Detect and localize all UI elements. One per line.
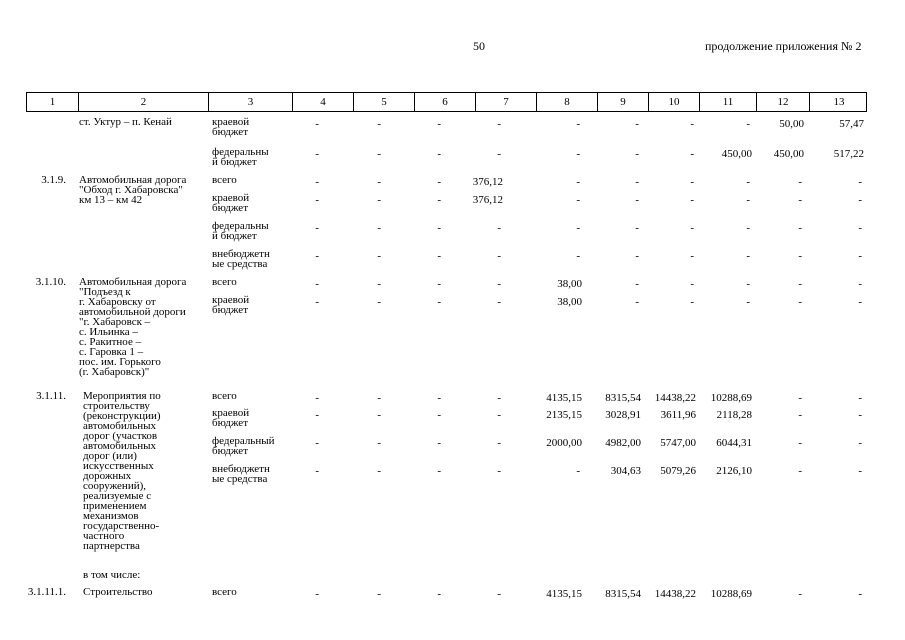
- table-cell: -: [798, 222, 802, 234]
- table-cell: 2135,15: [546, 409, 582, 421]
- table-cell: -: [858, 250, 862, 262]
- table-cell: -: [315, 409, 319, 421]
- table-cell: -: [437, 465, 441, 477]
- header-cell: 1: [49, 96, 56, 108]
- table-cell: -: [576, 194, 580, 206]
- table-cell: -: [437, 250, 441, 262]
- row-source: краевой бюджет: [212, 192, 250, 214]
- table-cell: -: [798, 437, 802, 449]
- table-cell: -: [497, 437, 501, 449]
- row-source: краевой бюджет: [212, 116, 250, 138]
- table-cell: -: [497, 222, 501, 234]
- table-cell: -: [858, 437, 862, 449]
- table-cell: -: [315, 176, 319, 188]
- table-cell: 50,00: [779, 118, 804, 130]
- table-cell: -: [437, 222, 441, 234]
- table-cell: -: [635, 148, 639, 160]
- table-cell: -: [377, 465, 381, 477]
- table-cell: 14438,22: [654, 392, 696, 404]
- table-cell: 5079,26: [660, 465, 696, 477]
- table-cell: -: [746, 118, 750, 130]
- row-name: Автомобильная дорога "Обход г. Хабаровска" км 13 – км 42: [79, 174, 187, 206]
- table-cell: 38,00: [557, 278, 582, 290]
- table-cell: -: [690, 296, 694, 308]
- table-cell: -: [437, 392, 441, 404]
- row-source: всего: [212, 174, 237, 186]
- table-cell: -: [746, 296, 750, 308]
- table-cell: -: [497, 296, 501, 308]
- table-cell: -: [315, 194, 319, 206]
- table-cell: -: [315, 148, 319, 160]
- table-cell: -: [690, 176, 694, 188]
- table-cell: -: [497, 250, 501, 262]
- table-cell: -: [497, 278, 501, 290]
- row-name: Мероприятия по строительству (реконструкции) автомобильных дорог (участков автомобильных дорог (или) искусственных дорожных сооружений), реализуемые с применением механизмов государственно- частного партнерства: [83, 390, 161, 552]
- row-name: Строительство: [83, 586, 153, 598]
- table-cell: -: [377, 118, 381, 130]
- table-cell: -: [576, 222, 580, 234]
- table-cell: -: [315, 465, 319, 477]
- table-cell: -: [798, 176, 802, 188]
- table-cell: -: [377, 409, 381, 421]
- table-cell: -: [377, 194, 381, 206]
- table-cell: -: [576, 118, 580, 130]
- table-cell: -: [798, 250, 802, 262]
- header-cell: 6: [414, 93, 475, 111]
- table-cell: -: [635, 278, 639, 290]
- table-cell: -: [437, 437, 441, 449]
- row-source: краевой бюджет: [212, 294, 250, 316]
- table-cell: 6044,31: [716, 437, 752, 449]
- table-cell: -: [858, 392, 862, 404]
- row-source: федеральный бюджет: [212, 435, 275, 457]
- table-cell: -: [576, 148, 580, 160]
- header-cell: 9: [597, 93, 648, 111]
- table-cell: 2126,10: [716, 465, 752, 477]
- page-number: 50: [473, 39, 485, 53]
- table-cell: 2118,28: [716, 409, 752, 421]
- table-cell: -: [497, 148, 501, 160]
- row-name: в том числе:: [83, 569, 141, 581]
- table-cell: -: [635, 222, 639, 234]
- row-source: внебюджетн ые средства: [212, 248, 270, 270]
- table-cell: -: [315, 296, 319, 308]
- table-cell: 38,00: [557, 296, 582, 308]
- table-cell: -: [798, 296, 802, 308]
- table-cell: 376,12: [472, 194, 503, 206]
- table-cell: -: [315, 222, 319, 234]
- table-cell: 4982,00: [605, 437, 641, 449]
- table-cell: -: [798, 278, 802, 290]
- table-cell: -: [798, 194, 802, 206]
- table-cell: -: [437, 278, 441, 290]
- table-cell: -: [377, 148, 381, 160]
- table-cell: -: [798, 588, 802, 600]
- header-cell: 13: [809, 93, 868, 111]
- table-cell: 3028,91: [605, 409, 641, 421]
- table-cell: -: [746, 194, 750, 206]
- table-cell: -: [635, 194, 639, 206]
- row-source: внебюджетн ые средства: [212, 463, 270, 485]
- table-cell: 10288,69: [710, 392, 752, 404]
- table-cell: -: [497, 409, 501, 421]
- table-cell: -: [690, 250, 694, 262]
- table-cell: -: [497, 118, 501, 130]
- row-source: федеральны й бюджет: [212, 146, 269, 168]
- table-cell: -: [437, 194, 441, 206]
- header-cell: 8: [536, 93, 597, 111]
- header-cell: 3: [208, 93, 292, 111]
- table-cell: -: [377, 176, 381, 188]
- table-cell: -: [437, 296, 441, 308]
- table-cell: -: [377, 296, 381, 308]
- table-cell: -: [690, 194, 694, 206]
- table-cell: -: [497, 588, 501, 600]
- table-cell: -: [690, 278, 694, 290]
- table-cell: -: [858, 278, 862, 290]
- header-cell: 7: [475, 93, 536, 111]
- row-id: 3.1.11.1.: [27, 586, 66, 598]
- table-cell: -: [497, 465, 501, 477]
- table-cell: 8315,54: [605, 392, 641, 404]
- table-cell: -: [798, 465, 802, 477]
- table-cell: -: [437, 409, 441, 421]
- table-cell: 5747,00: [660, 437, 696, 449]
- table-cell: 8315,54: [605, 588, 641, 600]
- row-source: федеральны й бюджет: [212, 220, 269, 242]
- table-cell: -: [315, 437, 319, 449]
- table-cell: 2000,00: [546, 437, 582, 449]
- table-cell: -: [315, 588, 319, 600]
- row-name: ст. Уктур – п. Кенай: [79, 116, 172, 128]
- table-cell: -: [746, 222, 750, 234]
- table-cell: 3611,96: [660, 409, 696, 421]
- table-cell: -: [690, 148, 694, 160]
- header-cell: 11: [699, 93, 756, 111]
- table-cell: -: [746, 278, 750, 290]
- table-cell: -: [798, 409, 802, 421]
- table-cell: -: [377, 278, 381, 290]
- table-cell: -: [858, 465, 862, 477]
- table-cell: -: [437, 176, 441, 188]
- table-cell: -: [377, 588, 381, 600]
- table-cell: -: [315, 278, 319, 290]
- table-cell: -: [858, 588, 862, 600]
- header-cell: 2: [78, 93, 208, 111]
- table-cell: -: [798, 392, 802, 404]
- continuation-note: продолжение приложения № 2: [705, 39, 862, 53]
- table-cell: -: [576, 176, 580, 188]
- table-cell: -: [437, 588, 441, 600]
- table-cell: 4135,15: [546, 588, 582, 600]
- table-cell: 450,00: [773, 148, 804, 160]
- table-header: [26, 92, 867, 112]
- table-cell: 450,00: [721, 148, 752, 160]
- table-cell: -: [746, 250, 750, 262]
- table-cell: -: [377, 222, 381, 234]
- table-cell: -: [315, 118, 319, 130]
- table-cell: -: [437, 148, 441, 160]
- table-cell: -: [858, 409, 862, 421]
- table-cell: -: [635, 176, 639, 188]
- table-cell: 376,12: [472, 176, 503, 188]
- row-name: Автомобильная дорога "Подъезд к г. Хабаровску от автомобильной дороги "г. Хабаровск – с. Ильинка – с. Ракитное – с. Гаровка 1 – пос. им. Горького (г. Хабаровск)": [79, 276, 187, 378]
- header-cell: 5: [353, 93, 414, 111]
- table-cell: 304,63: [610, 465, 641, 477]
- table-cell: 4135,15: [546, 392, 582, 404]
- header-cell: 4: [292, 93, 353, 111]
- row-id: 3.1.9.: [41, 174, 66, 186]
- table-cell: -: [315, 392, 319, 404]
- table-cell: -: [635, 296, 639, 308]
- table-cell: 10288,69: [710, 588, 752, 600]
- table-cell: -: [690, 222, 694, 234]
- row-source: всего: [212, 586, 237, 598]
- table-cell: -: [437, 118, 441, 130]
- table-cell: -: [497, 392, 501, 404]
- table-cell: -: [858, 296, 862, 308]
- table-cell: -: [576, 250, 580, 262]
- table-cell: -: [746, 176, 750, 188]
- table-cell: -: [635, 118, 639, 130]
- row-source: всего: [212, 276, 237, 288]
- table-cell: 14438,22: [654, 588, 696, 600]
- header-cell: 12: [756, 93, 809, 111]
- row-source: краевой бюджет: [212, 407, 250, 429]
- table-cell: -: [858, 176, 862, 188]
- table-cell: -: [377, 392, 381, 404]
- header-cell: 10: [648, 93, 699, 111]
- row-id: 3.1.11.: [36, 390, 66, 402]
- table-cell: -: [315, 250, 319, 262]
- table-cell: -: [576, 465, 580, 477]
- row-id: 3.1.10.: [35, 276, 66, 288]
- row-source: всего: [212, 390, 237, 402]
- table-cell: -: [858, 194, 862, 206]
- table-cell: 57,47: [839, 118, 864, 130]
- table-cell: -: [858, 222, 862, 234]
- table-cell: -: [635, 250, 639, 262]
- table-cell: -: [690, 118, 694, 130]
- table-cell: 517,22: [833, 148, 864, 160]
- table-cell: -: [377, 437, 381, 449]
- table-cell: -: [377, 250, 381, 262]
